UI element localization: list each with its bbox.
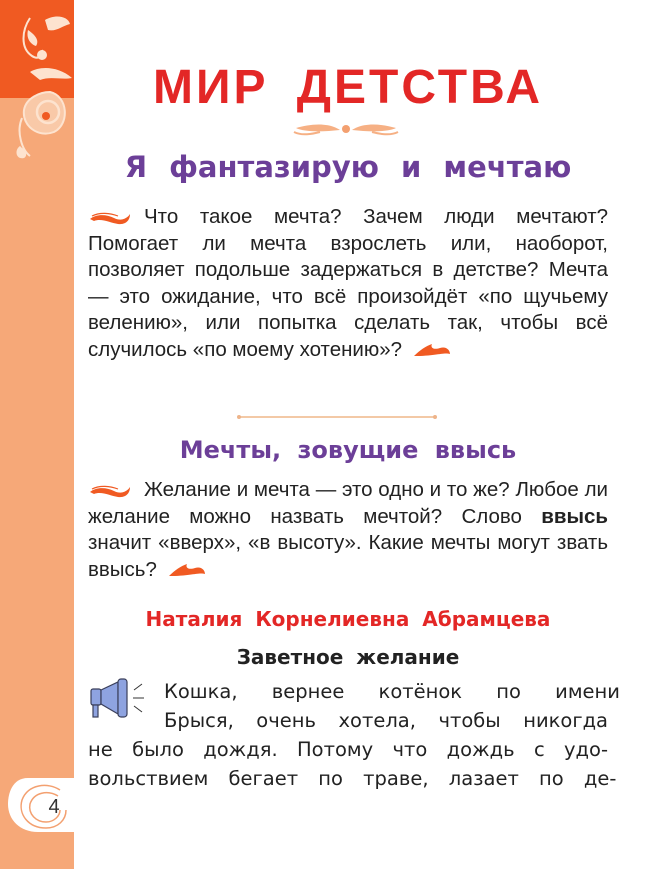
- section2-bold-word: ввысь: [541, 504, 609, 528]
- floral-ornament-icon: [0, 0, 74, 170]
- section1-text: Что такое мечта? Зачем люди мечтают? Помогает ли мечта взрослеть или, наоборот, позволяет подольше задержаться в детстве? Мечта — это ожидание, что всё произойдёт «по щучьему велению», или попытка сделать так, чтобы всё случилось «по моему хотению»?: [88, 205, 608, 361]
- flame-end-icon: [412, 342, 452, 358]
- page-number-swirl-icon: [8, 770, 78, 840]
- section-heading-fantasize: Я фантазирую и мечтаю: [124, 150, 572, 184]
- section-heading-dreams: Мечты, зовущие ввысь: [179, 436, 517, 464]
- story-line: Брыся, очень хотела, чтобы никогда: [164, 709, 608, 732]
- page-number: 4: [48, 796, 60, 818]
- story-title: Заветное желание: [236, 645, 460, 669]
- chapter-title: МИР ДЕТСТВА: [152, 61, 544, 114]
- story-text: [88, 677, 620, 793]
- author-name: Наталия Корнелиевна Абрамцева: [145, 607, 551, 631]
- section1-paragraph: [88, 204, 608, 363]
- story-line: Кошка, вернее котёнок по имени: [164, 680, 620, 703]
- section2-text-before: Желание и мечта — это одно и то же? Любое ли желание можно назвать мечтой? Слово: [88, 478, 608, 528]
- section-divider: [239, 416, 435, 418]
- page-sidebar: [0, 0, 74, 869]
- flame-bullet-icon: [88, 483, 132, 499]
- flame-bullet-icon: [88, 210, 132, 226]
- story-line: не было дождя. Потому что дождь с удо-: [88, 738, 608, 761]
- story-line: вольствием бегает по траве, лазает по де-: [88, 767, 617, 790]
- section2-paragraph: [88, 477, 608, 583]
- flame-end-icon: [167, 562, 207, 578]
- title-flourish-icon: [292, 120, 400, 140]
- section2-text-after: значит «вверх», «в высоту». Какие мечты могут звать ввысь?: [88, 531, 608, 581]
